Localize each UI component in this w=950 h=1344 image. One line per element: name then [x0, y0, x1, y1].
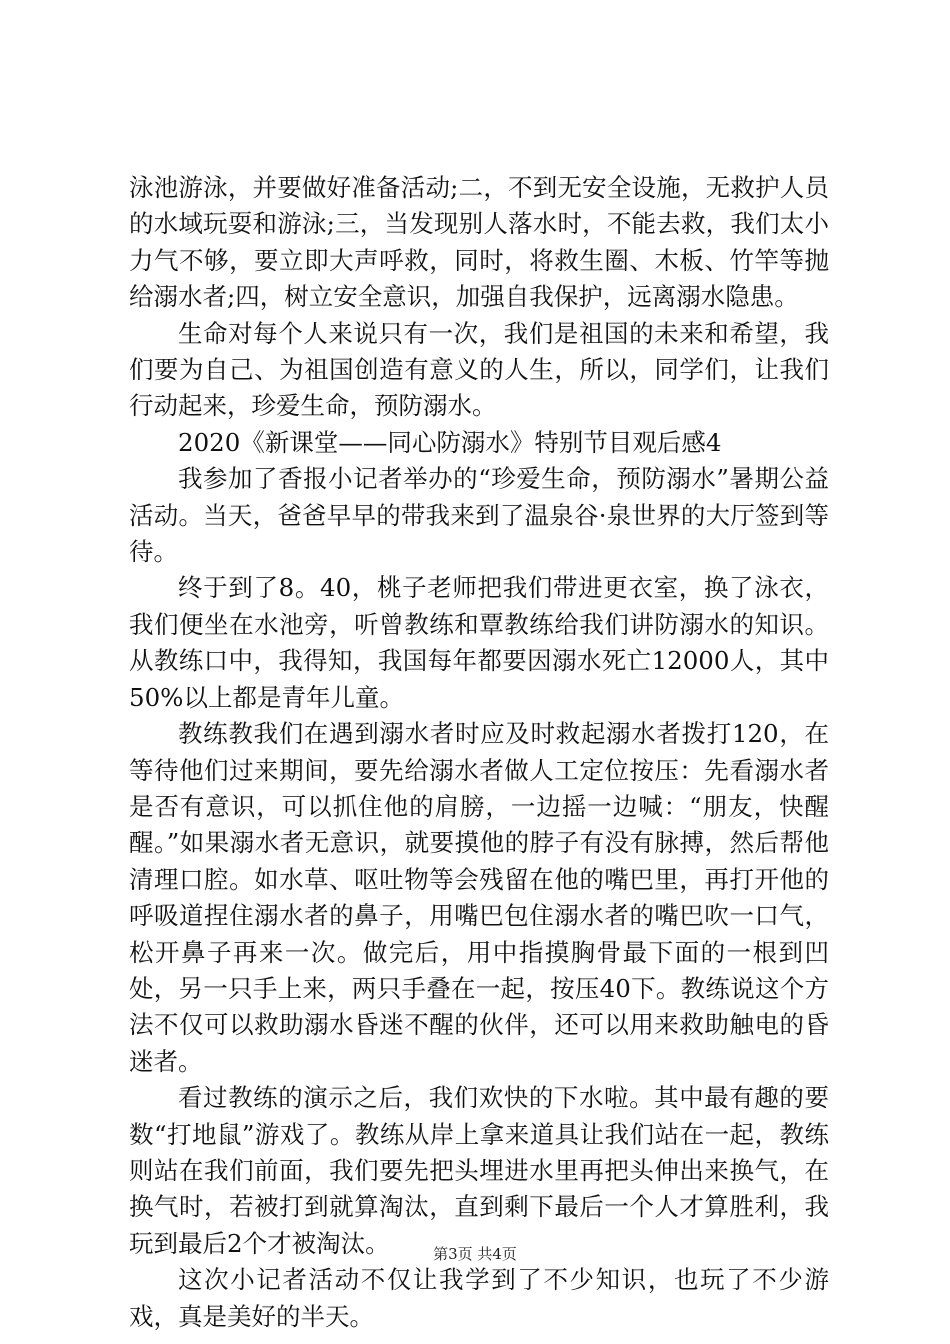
document-body — [129, 170, 829, 1335]
paragraph-rescue-method: 教练教我们在遇到溺水者时应及时救起溺水者拨打120，在等待他们过来期间，要先给溺水者做人工定位按压：先看溺水者是否有意识，可以抓住他的肩膀，一边摇一边喊：“朋友，快醒醒。”如果溺水者无意识，就要摸他的脖子有没有脉搏，然后帮他清理口腔。如水草、呕吐物等会残留在他的嘴巴里，再打开他的呼吸道捏住溺水者的鼻子，用嘴巴包住溺水者的嘴巴吹一口气，松开鼻子再来一次。做完后，用中指摸胸骨最下面的一根到凹处，另一只手上来，两只手叠在一起，按压40下。教练说这个方法不仅可以救助溺水昏迷不醒的伙伴，还可以用来救助触电的昏迷者。 — [129, 719, 829, 1076]
page-number: 第3页 共4页 — [433, 1245, 517, 1263]
paragraph-conclusion: 生命对每个人来说只有一次，我们是祖国的未来和希望，我们要为自己、为祖国创造有意义的人生，所以，同学们，让我们行动起来，珍爱生命，预防溺水。 — [129, 318, 829, 421]
paragraph-continuation: 泳池游泳，并要做好准备活动;二，不到无安全设施，无救护人员的水域玩耍和游泳;三，当发现别人落水时，不能去救，我们太小力气不够，要立即大声呼救，同时，将救生圈、木板、竹竿等抛给溺水者;四，树立安全意识，加强自我保护，远离溺水隐患。 — [129, 173, 829, 312]
paragraph-ending: 这次小记者活动不仅让我学到了不少知识，也玩了不少游戏，真是美好的半天。 — [129, 1265, 829, 1331]
section-heading: 2020《新课堂——同心防溺水》特别节目观后感4 — [178, 427, 722, 457]
paragraph-knowledge: 终于到了8。40，桃子老师把我们带进更衣室，换了泳衣，我们便坐在水池旁，听曾教练和覃教练给我们讲防溺水的知识。从教练口中，我得知，我国每年都要因溺水死亡12000人，其中50%以上都是青年儿童。 — [129, 573, 829, 712]
paragraph-game: 看过教练的演示之后，我们欢快的下水啦。其中最有趣的要数“打地鼠”游戏了。教练从岸上拿来道具让我们站在一起，教练则站在我们前面，我们要先把头埋进水里再把头伸出来换气，在换气时，若被打到就算淘汰，直到剩下最后一个人才算胜利，我玩到最后2个才被淘汰。 — [129, 1083, 829, 1258]
paragraph-intro: 我参加了香报小记者举办的“珍爱生命，预防溺水”暑期公益活动。当天，爸爸早早的带我来到了温泉谷·泉世界的大厅签到等待。 — [129, 464, 829, 567]
